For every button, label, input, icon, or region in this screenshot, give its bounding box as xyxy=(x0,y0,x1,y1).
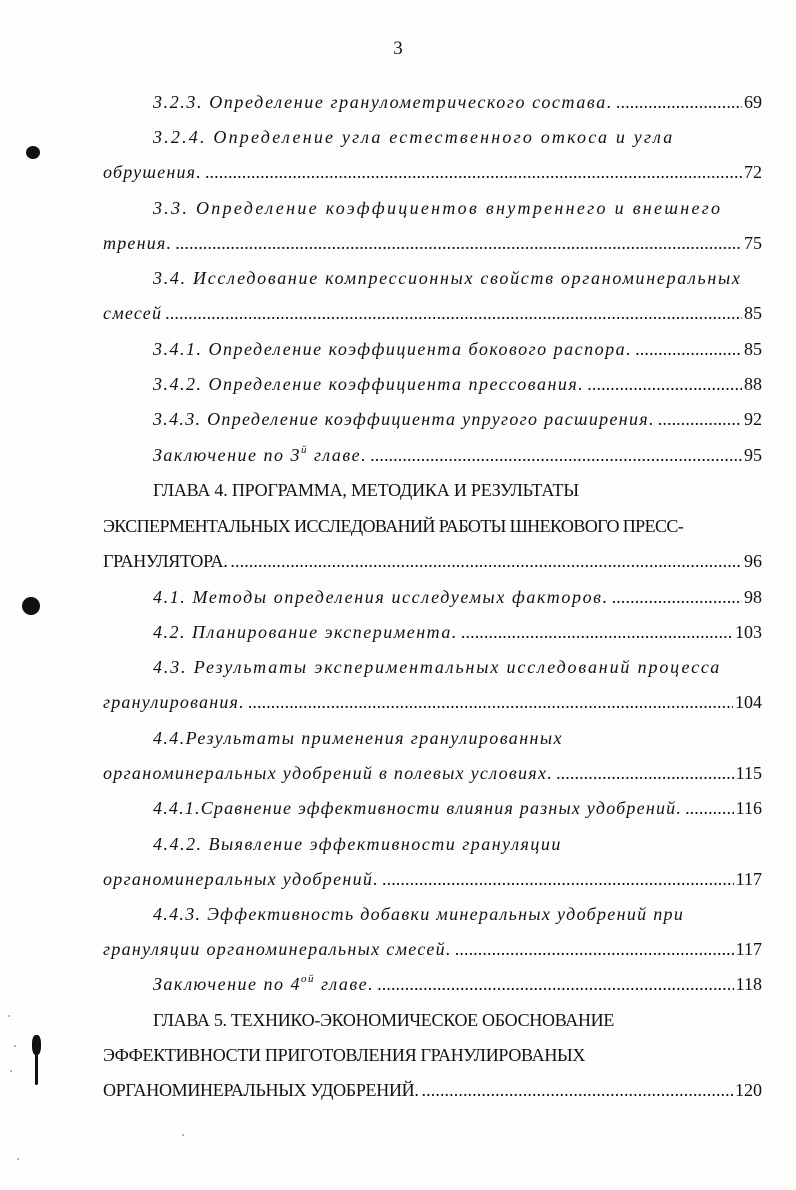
toc-entry-text: 4.4.3. Эффективность добавки минеральных удобрений при xyxy=(153,904,685,924)
toc-entry xyxy=(153,443,762,467)
toc-leader-dots xyxy=(658,407,742,431)
toc-leader-dots xyxy=(230,549,742,573)
toc-leader-dots xyxy=(422,1078,733,1102)
toc-leader-dots xyxy=(382,867,734,891)
toc-leader-dots xyxy=(175,231,742,255)
toc-entry-text: 3.4. Исследование компрессионных свойств органоминеральных xyxy=(153,268,742,288)
toc-entry xyxy=(153,902,684,926)
toc-entry-text: 4.4.Результаты применения гранулированных xyxy=(153,728,563,748)
toc-entry xyxy=(153,972,762,996)
toc-entry-page: 88 xyxy=(744,374,762,394)
toc-entry xyxy=(153,337,762,361)
toc-entry-page: 117 xyxy=(735,869,762,889)
scan-noise xyxy=(182,1134,184,1136)
toc-entry-text: 4.2. Планирование эксперимента. xyxy=(153,622,458,642)
toc-entry-text: грануляции органоминеральных смесей. xyxy=(103,939,452,959)
toc-entry-text: органоминеральных удобрений. xyxy=(103,869,379,889)
toc-entry xyxy=(103,231,762,255)
toc-leader-dots xyxy=(165,301,742,325)
toc-entry-page: 116 xyxy=(735,798,762,818)
toc-entry-text: трения. xyxy=(103,233,173,253)
toc-entry xyxy=(153,266,742,290)
scan-speck xyxy=(26,146,40,159)
scan-speck xyxy=(22,597,40,615)
toc-entry xyxy=(153,407,762,431)
toc-entry xyxy=(153,726,563,750)
superscript: й xyxy=(301,444,308,456)
toc-entry-text: 3.4.1. Определение коэффициента бокового распора. xyxy=(153,339,633,359)
toc-leader-dots xyxy=(455,937,734,961)
toc-leader-dots xyxy=(556,761,734,785)
toc-leader-dots xyxy=(377,972,734,996)
toc-entry-page: 85 xyxy=(744,339,762,359)
toc-entry xyxy=(153,196,722,220)
toc-chapter xyxy=(103,514,683,538)
toc-entry-text: ГЛАВА 4. ПРОГРАММА, МЕТОДИКА И РЕЗУЛЬТАТЫ xyxy=(153,480,579,500)
toc-entry-text: 3.4.2. Определение коэффициента прессования. xyxy=(153,374,585,394)
toc-entry-text: 4.3. Результаты экспериментальных исследований процесса xyxy=(153,657,722,677)
toc-entry-page: 92 xyxy=(744,409,762,429)
toc-entry-page: 72 xyxy=(744,162,762,182)
toc-entry xyxy=(103,690,762,714)
toc-entry-text: смесей xyxy=(103,303,163,323)
scan-speck xyxy=(32,1035,41,1055)
toc-entry xyxy=(153,372,762,396)
scan-noise xyxy=(17,1158,19,1160)
superscript: ой xyxy=(301,973,315,985)
toc-entry-text: Заключение по $4^{ой}$ главе. xyxy=(153,973,375,994)
toc-entry xyxy=(103,301,762,325)
toc-leader-dots xyxy=(248,690,733,714)
toc-entry-text: Заключение по $3^й$ главе. xyxy=(153,444,368,465)
toc-leader-dots xyxy=(370,443,742,467)
toc-entry-text: 4.1. Методы определения исследуемых факторов. xyxy=(153,587,609,607)
toc-entry-text: 3.3. Определение коэффициентов внутреннего и внешнего xyxy=(153,198,723,218)
scan-noise xyxy=(10,1070,12,1072)
toc-leader-dots xyxy=(616,90,742,114)
toc-chapter xyxy=(153,1008,614,1032)
toc-entry-page: 118 xyxy=(735,974,762,994)
toc-entry-text: ЭКСПЕРМЕНТАЛЬНЫХ ИССЛЕДОВАНИЙ РАБОТЫ ШНЕКОВОГО ПРЕСС- xyxy=(103,516,684,536)
page-number: 3 xyxy=(393,38,403,59)
toc-leader-dots xyxy=(635,337,742,361)
toc-leader-dots xyxy=(612,585,742,609)
toc-entry xyxy=(103,937,762,961)
toc-entry xyxy=(103,761,762,785)
toc-entry-page: 95 xyxy=(744,445,762,465)
toc-entry-page: 120 xyxy=(735,1080,762,1100)
toc-entry-text: 3.2.4. Определение угла естественного откоса и угла xyxy=(153,127,675,147)
toc-entry xyxy=(153,655,721,679)
toc-entry-text: ГРАНУЛЯТОРА. xyxy=(103,551,228,571)
toc-entry-text: 4.4.2. Выявление эффективности грануляции xyxy=(153,834,562,854)
toc-entry-text: гранулирования. xyxy=(103,692,245,712)
toc-leader-dots xyxy=(461,620,733,644)
toc-entry-page: 69 xyxy=(744,92,762,112)
toc-chapter xyxy=(103,549,762,573)
toc-entry-page: 104 xyxy=(735,692,762,712)
toc-entry-text: органоминеральных удобрений в полевых условиях. xyxy=(103,763,554,783)
toc-entry xyxy=(153,585,762,609)
toc-leader-dots xyxy=(685,796,734,820)
toc-chapter xyxy=(153,478,579,502)
toc-entry xyxy=(103,160,762,184)
toc-entry xyxy=(153,796,762,820)
toc-entry-text: ЭФФЕКТИВНОСТИ ПРИГОТОВЛЕНИЯ ГРАНУЛИРОВАНЫХ xyxy=(103,1045,586,1065)
toc-chapter xyxy=(103,1043,585,1067)
toc-leader-dots xyxy=(205,160,742,184)
toc-entry-text: ГЛАВА 5. ТЕХНИКО-ЭКОНОМИЧЕСКОЕ ОБОСНОВАНИЕ xyxy=(153,1010,615,1030)
toc-entry xyxy=(103,867,762,891)
toc-chapter xyxy=(103,1078,762,1102)
toc-entry xyxy=(153,832,562,856)
toc-entry-text: ОРГАНОМИНЕРАЛЬНЫХ УДОБРЕНИЙ. xyxy=(103,1080,419,1100)
toc-entry-page: 117 xyxy=(735,939,762,959)
toc-entry-page: 96 xyxy=(744,551,762,571)
toc-entry-text: 4.4.1.Сравнение эффективности влияния разных удобрений. xyxy=(153,798,683,818)
toc-entry-text: 3.2.3. Определение гранулометрического состава. xyxy=(153,92,613,112)
toc-entry-page: 98 xyxy=(744,587,762,607)
toc-entry-page: 85 xyxy=(744,303,762,323)
toc-entry-text: обрушения. xyxy=(103,162,202,182)
toc-entry xyxy=(153,125,674,149)
toc-entry-text: 3.4.3. Определение коэффициента упругого расширения. xyxy=(153,409,655,429)
toc-entry xyxy=(153,90,762,114)
toc-entry xyxy=(153,620,762,644)
toc-entry-page: 103 xyxy=(735,622,762,642)
scan-noise xyxy=(8,1015,10,1017)
scan-speck xyxy=(35,1053,38,1085)
toc-entry-page: 115 xyxy=(735,763,762,783)
toc-leader-dots xyxy=(587,372,742,396)
scan-noise xyxy=(14,1045,16,1047)
toc-entry-page: 75 xyxy=(744,233,762,253)
